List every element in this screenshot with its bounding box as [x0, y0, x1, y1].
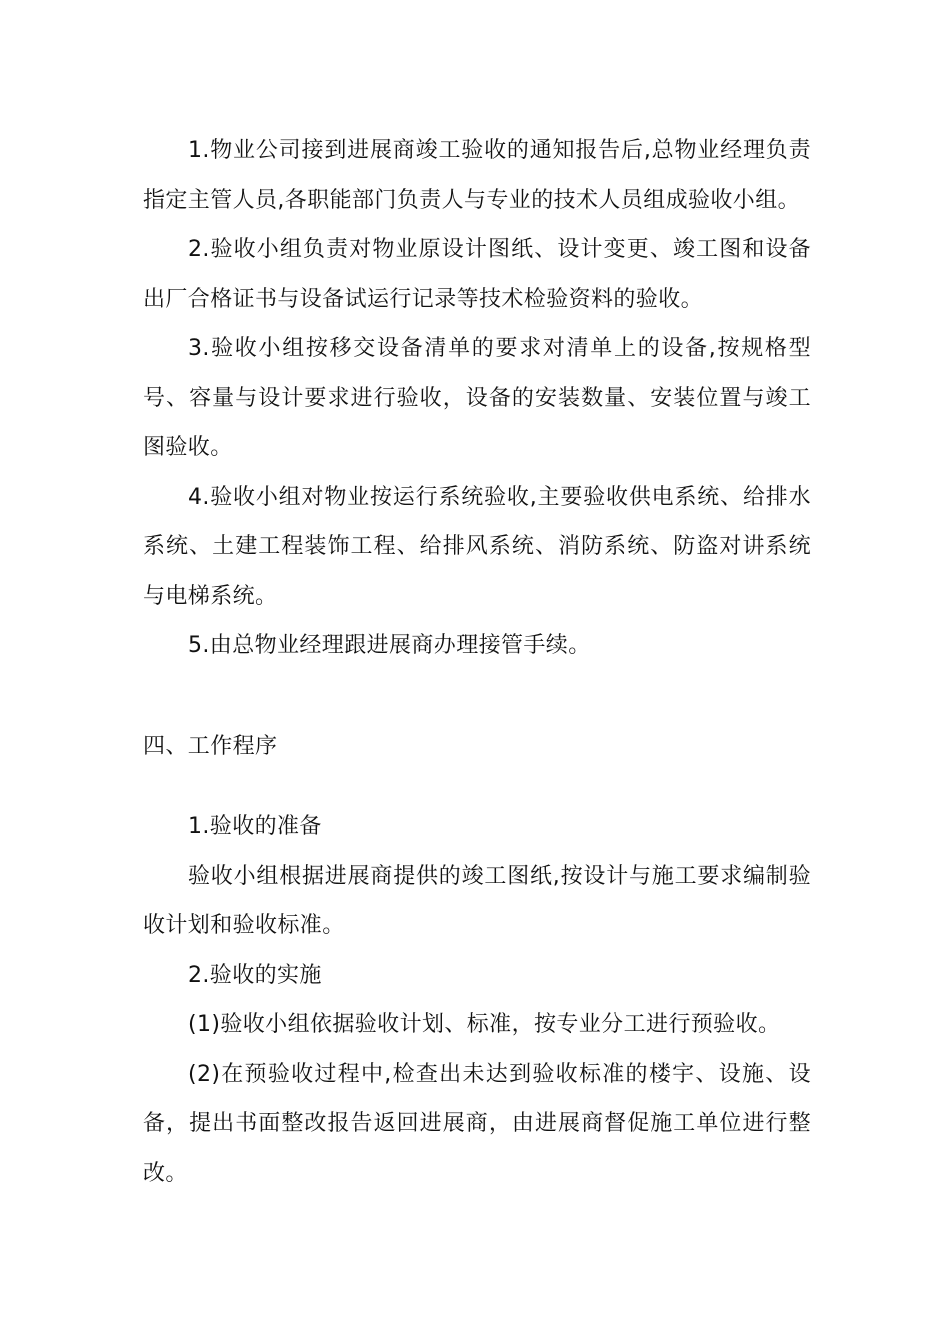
paragraph-2: 2.验收小组负责对物业原设计图纸、设计变更、竣工图和设备出厂合格证书与设备试运行记录等技术检验资料的验收。	[143, 237, 811, 312]
section-four-body	[143, 802, 811, 1198]
paragraph-5: 5.由总物业经理跟进展商办理接管手续。	[188, 633, 591, 658]
subheading-implementation: 2.验收的实施	[188, 962, 322, 988]
paragraph-preparation: 验收小组根据进展商提供的竣工图纸,按设计与施工要求编制验收计划和验收标准。	[143, 863, 811, 938]
subheading-preparation: 1.验收的准备	[188, 814, 322, 839]
paragraph-3: 3.验收小组按移交设备清单的要求对清单上的设备,按规格型号、容量与设计要求进行验收，设备的安装数量、安装位置与竣工图验收。	[143, 336, 811, 460]
paragraph-1: 1.物业公司接到进展商竣工验收的通知报告后,总物业经理负责指定主管人员,各职能部门负责人与专业的技术人员组成验收小组。	[143, 138, 811, 213]
section-intro	[143, 126, 811, 671]
paragraph-4: 4.验收小组对物业按运行系统验收,主要验收供电系统、给排水系统、土建工程装饰工程、给排风系统、消防系统、防盗对讲系统与电梯系统。	[143, 484, 811, 609]
paragraph-implementation-2: (2)在预验收过程中,检查出未达到验收标准的楼宇、设施、设备，提出书面整改报告返回进展商，由进展商督促施工单位进行整改。	[143, 1061, 811, 1186]
section-four	[143, 722, 811, 772]
section-heading: 四、工作程序	[143, 734, 278, 759]
paragraph-implementation-1: (1)验收小组依据验收计划、标准，按专业分工进行预验收。	[188, 1012, 781, 1037]
